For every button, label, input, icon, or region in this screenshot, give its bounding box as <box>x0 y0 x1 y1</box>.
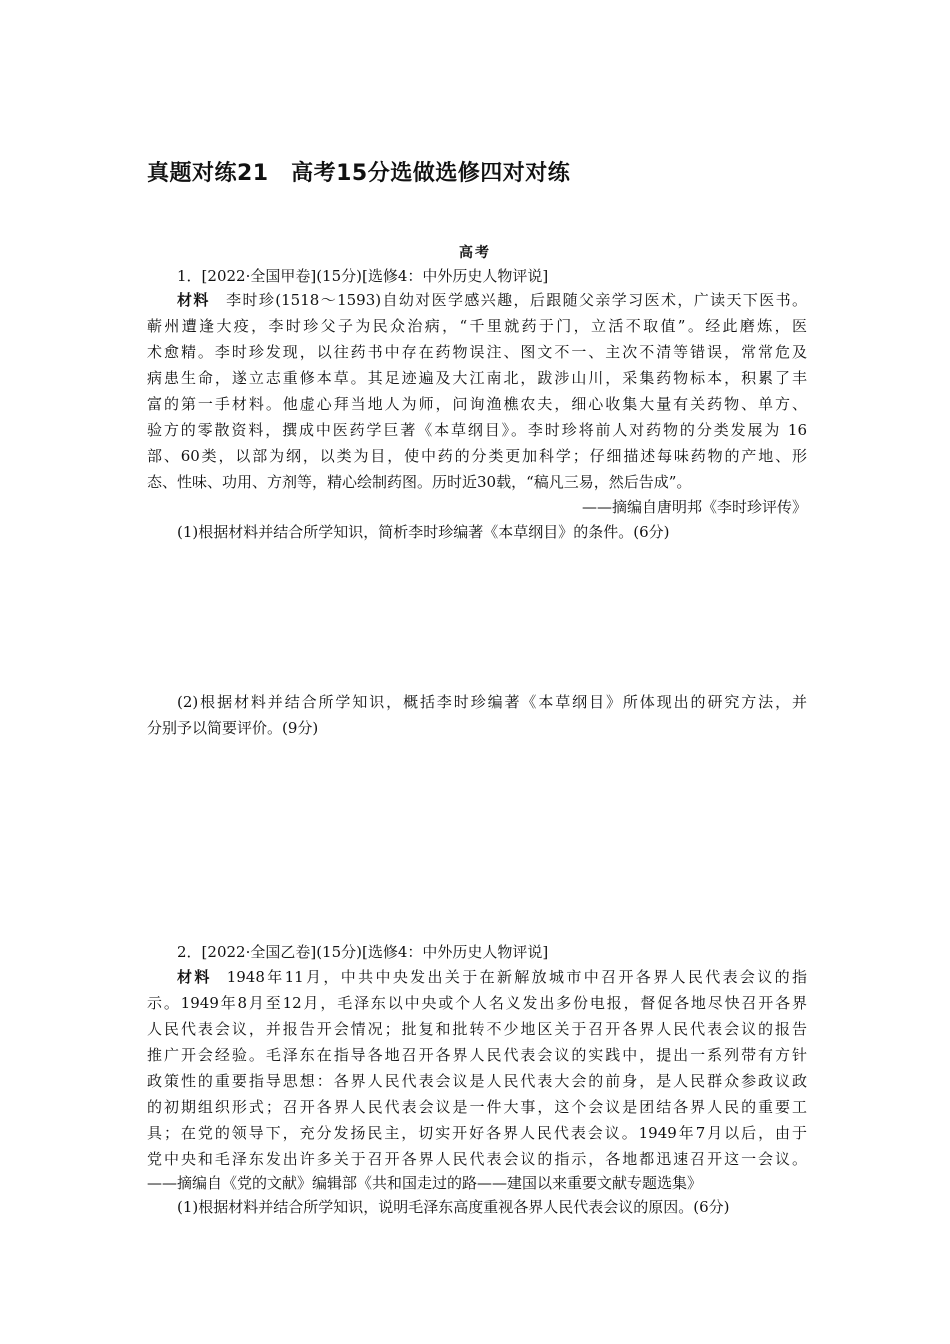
question-2-material-line: 推广开会经验。毛泽东在指导各地召开各界人民代表会议的实践中，提出一系列带有方针 <box>147 1046 807 1064</box>
question-1-material-line: 术愈精。李时珍发现，以往药书中存在药物误注、图文不一、主次不清等错误，常常危及 <box>147 343 807 361</box>
question-1-material-line: 部、60类，以部为纲，以类为目，使中药的分类更加科学；仔细描述每味药物的产地、形 <box>147 447 807 465</box>
question-1-header: 1．[2022·全国甲卷](15分)[选修4：中外历史人物评说] <box>177 267 549 285</box>
answer-space-1-1[interactable] <box>147 548 807 683</box>
question-2-header: 2．[2022·全国乙卷](15分)[选修4：中外历史人物评说] <box>177 943 549 961</box>
question-2-material-line: 党中央和毛泽东发出许多关于召开各界人民代表会议的指示，各地都迅速召开这一会议。 <box>147 1150 807 1168</box>
question-2-source: ——摘编自《党的文献》编辑部《共和国走过的路——建国以来重要文献专题选集》 <box>147 1174 703 1192</box>
question-2-material-line: 示。1949年8月至12月，毛泽东以中央或个人名义发出多份电报，督促各地尽快召开各界 <box>147 994 807 1012</box>
material-label: 材料 <box>177 291 210 309</box>
question-1-material-line: 态、性味、功用、方剂等，精心绘制药图。历时近30载，“稿凡三易，然后告成”。 <box>147 473 692 491</box>
question-1-sub-2: (2)根据材料并结合所学知识，概括李时珍编著《本草纲目》所体现出的研究方法，并 <box>177 693 807 711</box>
question-2-material-line <box>177 965 807 989</box>
question-2-material-line: 具；在党的领导下，充分发扬民主，切实开好各界人民代表会议。1949年7月以后，由于 <box>147 1124 807 1142</box>
question-1-sub-1: (1)根据材料并结合所学知识，简析李时珍编著《本草纲目》的条件。(6分) <box>177 523 670 541</box>
question-1-material-line: 验方的零散资料，撰成中医药学巨著《本草纲目》。李时珍将前人对药物的分类发展为 16 <box>147 421 807 439</box>
question-1-material-line: 蕲州遭逢大疫，李时珍父子为民众治病，“千里就药于门，立活不取值”。经此磨炼，医 <box>147 317 807 335</box>
question-2-material-line: 的初期组织形式；召开各界人民代表会议是一件大事，这个会议是团结各界人民的重要工 <box>147 1098 807 1116</box>
question-2-material-line: 政策性的重要指导思想：各界人民代表会议是人民代表大会的前身，是人民群众参政议政 <box>147 1072 807 1090</box>
question-1-sub-2-cont: 分别予以简要评价。(9分) <box>147 719 319 737</box>
question-1-material-line: 病患生命，遂立志重修本草。其足迹遍及大江南北，跋涉山川，采集药物标本，积累了丰 <box>147 369 807 387</box>
question-2-material-line: 人民代表会议，并报告开会情况；批复和批转不少地区关于召开各界人民代表会议的报告 <box>147 1020 807 1038</box>
material-label: 材料 <box>177 968 212 986</box>
question-1-material-line <box>177 288 807 312</box>
material-text: 李时珍(1518～1593)自幼对医学感兴趣，后跟随父亲学习医术，广读天下医书。 <box>224 291 807 309</box>
section-label: 高考 <box>459 245 491 261</box>
material-text: 1948年11月，中共中央发出关于在新解放城市中召开各界人民代表会议的指 <box>226 968 807 986</box>
question-2-sub-1: (1)根据材料并结合所学知识，说明毛泽东高度重视各界人民代表会议的原因。(6分) <box>177 1198 730 1216</box>
answer-space-1-2[interactable] <box>147 744 807 929</box>
answer-space-2-1[interactable] <box>147 1222 807 1332</box>
page-title: 真题对练21 高考15分选做选修四对对练 <box>147 161 571 186</box>
question-1-material-line: 富的第一手材料。他虚心拜当地人为师，问询渔樵农夫，细心收集大量有关药物、单方、 <box>147 395 807 413</box>
question-1-source: ——摘编自唐明邦《李时珍评传》 <box>581 498 807 516</box>
